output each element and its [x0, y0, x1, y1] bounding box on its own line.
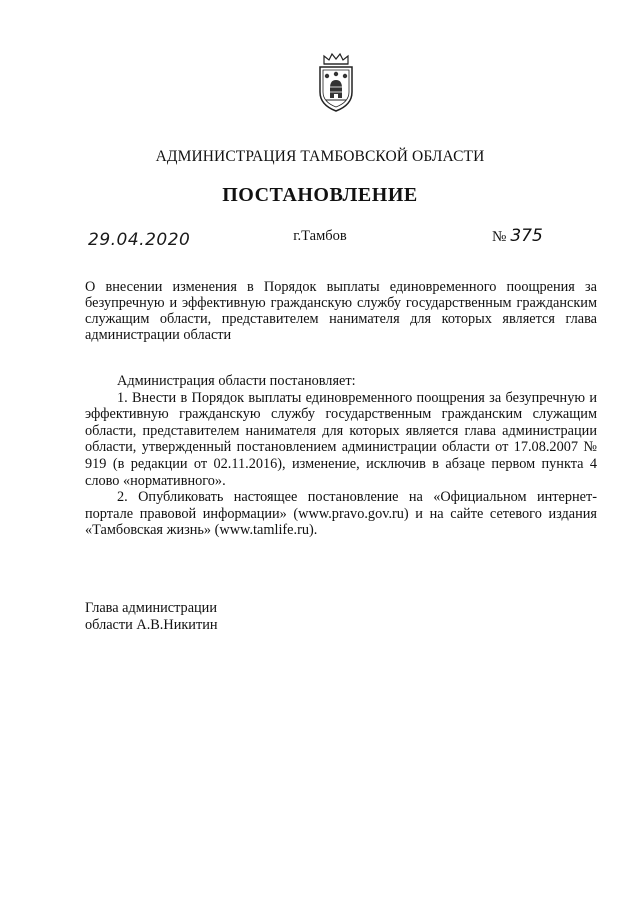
document-date: 29.04.2020	[88, 230, 191, 250]
document-subject: О внесении изменения в Порядок выплаты единовременного поощрения за безупречную и эффективную гражданскую службу государственным гражданским служащим области, представителем нанимателя для которых является глава администрации области	[85, 279, 597, 343]
intro-paragraph: Администрация области постановляет:	[117, 373, 356, 389]
signature-block	[85, 600, 218, 633]
organization-title: АДМИНИСТРАЦИЯ ТАМБОВСКОЙ ОБЛАСТИ	[155, 148, 485, 165]
signature-name: области А.В.Никитин	[85, 616, 218, 633]
document-body	[85, 373, 597, 539]
number-value: 375	[510, 226, 543, 246]
number-sign: №	[492, 229, 507, 245]
item-2-paragraph: 2. Опубликовать настоящее постановление на «Официальном интернет-портале правовой информации» (www.pravo.gov.ru) и на сайте сетевого издания «Тамбовская жизнь» (www.tamlife.ru).	[85, 489, 597, 539]
signature-position: Глава администрации	[85, 600, 217, 616]
document-type-title: ПОСТАНОВЛЕНИЕ	[222, 184, 418, 206]
item-1-paragraph: 1. Внести в Порядок выплаты единовременного поощрения за безупречную и эффективную гражданскую службу государственным гражданским служащим области, представителем нанимателя для которых является глава администрации области, утвержденный постановлением администрации области от 17.08.2007 № 919 (в редакции от 02.11.2016), изменение, исключив в абзаце первом пункта 4 слово «нормативного».	[85, 389, 597, 489]
tambov-coat-of-arms-icon	[314, 52, 358, 114]
document-number	[492, 226, 543, 246]
document-place: г.Тамбов	[293, 228, 347, 244]
